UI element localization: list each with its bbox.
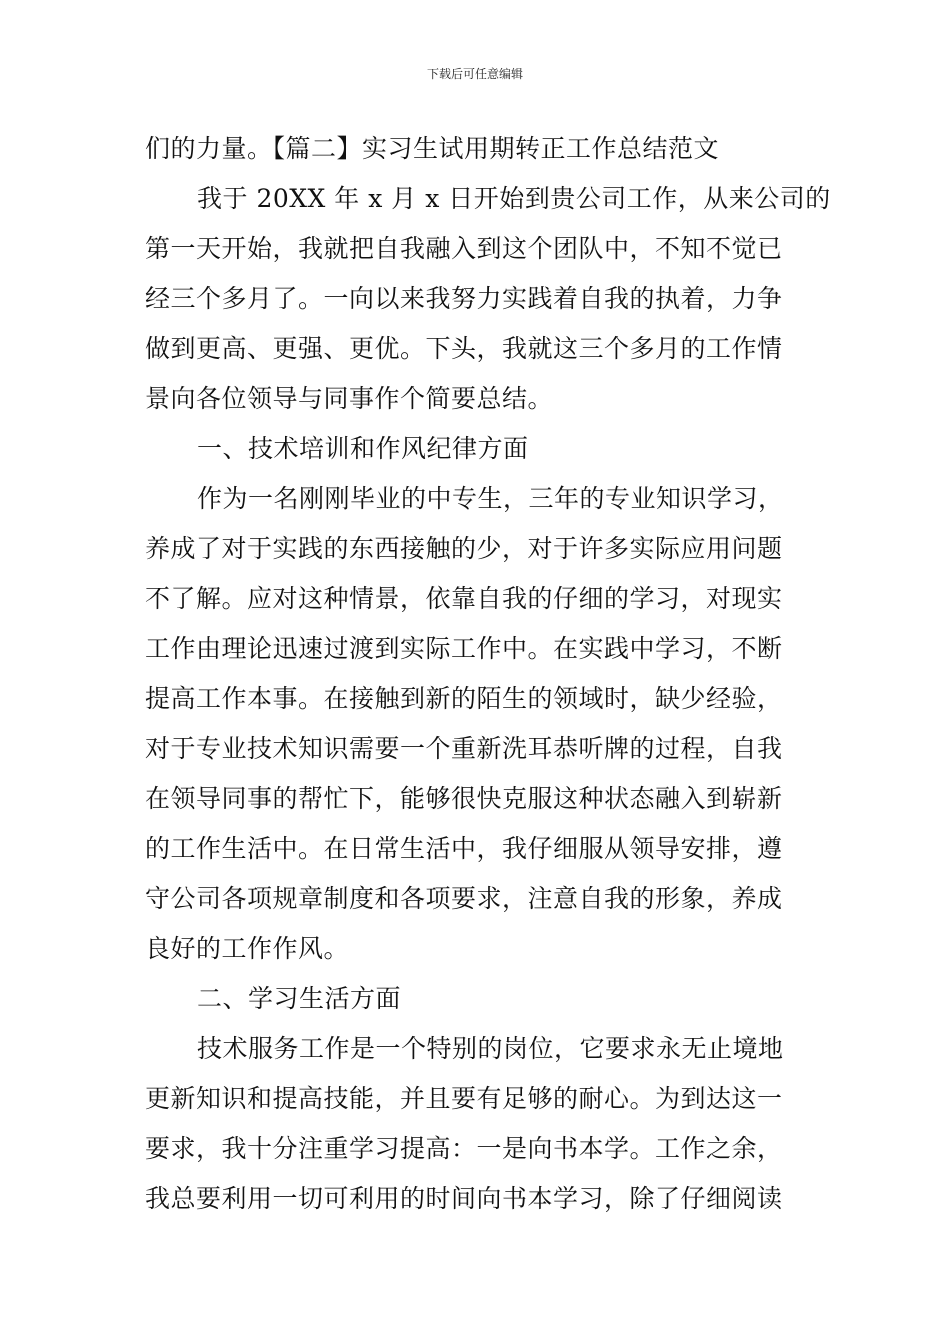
text-line: 技术服务工作是一个特别的岗位，它要求永无止境地 (197, 1034, 784, 1063)
text-line: 养成了对于实践的东西接触的少，对于许多实际应用问题 (145, 534, 783, 563)
text-line: 作为一名刚刚毕业的中专生，三年的专业知识学习， (197, 484, 784, 513)
text-line: 工作由理论迅速过渡到实际工作中。在实践中学习，不断 (145, 634, 783, 663)
text-line: 的工作生活中。在日常生活中，我仔细服从领导安排，遵 (145, 834, 783, 863)
text-line: 我总要利用一切可利用的时间向书本学习，除了仔细阅读 (145, 1184, 783, 1213)
text-line: 守公司各项规章制度和各项要求，注意自我的形象，养成 (145, 884, 783, 913)
section-heading: 二、学习生活方面 (197, 984, 402, 1013)
text-line: 要求，我十分注重学习提高：一是向书本学。工作之余， (145, 1134, 783, 1163)
text-line: 第一天开始，我就把自我融入到这个团队中，不知不觉已 (145, 234, 783, 263)
text-line: 更新知识和提高技能，并且要有足够的耐心。为到达这一 (145, 1084, 783, 1113)
text-line: 在领导同事的帮忙下，能够很快克服这种状态融入到崭新 (145, 784, 783, 813)
section-heading: 一、技术培训和作风纪律方面 (197, 434, 529, 463)
text-line: 提高工作本事。在接触到新的陌生的领域时，缺少经验， (145, 684, 783, 713)
page-header: 下载后可任意编辑 (426, 67, 523, 81)
text-line: 我于 20XX 年 x 月 x 日开始到贵公司工作，从来公司的 (197, 184, 831, 213)
text-line: 经三个多月了。一向以来我努力实践着自我的执着，力争 (145, 284, 783, 313)
text-line: 良好的工作作风。 (145, 934, 350, 963)
document-body (145, 124, 831, 1224)
text-line: 们的力量。【篇二】实习生试用期转正工作总结范文 (145, 134, 720, 163)
text-line: 不了解。应对这种情景，依靠自我的仔细的学习，对现实 (145, 584, 783, 613)
text-line: 做到更高、更强、更优。下头，我就这三个多月的工作情 (145, 334, 783, 363)
text-line: 景向各位领导与同事作个简要总结。 (145, 384, 554, 413)
text-line: 对于专业技术知识需要一个重新洗耳恭听牌的过程，自我 (145, 734, 783, 763)
